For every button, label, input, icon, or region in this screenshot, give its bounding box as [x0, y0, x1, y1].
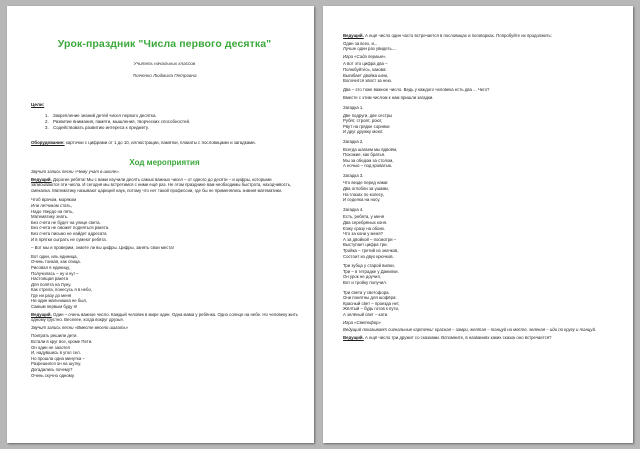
riddle-4: Есть, ребята, у меня Два серебряных коня. Езжу сразу на обоих. Что за кони у меня?: [343, 214, 388, 237]
author-role: Учитель начальных классов: [133, 61, 196, 66]
proverbs: Один за всех, и... Лучше один раз увидеть....: [343, 40, 397, 52]
song-note-2: Звучит запись песни «Вместе весело шагать»: [31, 324, 129, 330]
section-title: Ход мероприятия: [129, 158, 200, 167]
poem-two: А вот это цифра два – Полюбуйтесь, какова: Выгибает двойка шею, Волочится хвост за нею.: [343, 61, 393, 84]
left-body: [31, 169, 298, 378]
author-name: Ткаченко Людмила Петровна: [132, 73, 197, 78]
poem-3: Поиграть решили дети. Встали в круг все, кроме Пети. Он один не захотел И, надувшись в угол сел. Но прошла одна минутка – Разрешился он на шутку. Догадались почему? Очень скучно одному.: [31, 333, 93, 378]
song-note: Звучит запись песни «Чему учат в школе».: [31, 169, 120, 174]
lead-paragraph-4: Ведущий. А ещё число три дружит со сказками. Вспомните, в названиях каких сказок оно встречается?: [343, 334, 552, 340]
goal-item: 1. Закрепление знаний детей чисел первого десятка.: [45, 113, 157, 118]
riddle-label: Загадка 2.: [343, 138, 364, 144]
lead-paragraph-3: Ведущий. А ещё число один часто встречается в пословицах и поговорках. Попробуйте их продолжить:: [343, 33, 552, 38]
goals-list: [45, 113, 190, 132]
riddle-1: Две подруги, две сестры Рубят, строят, роют, Рвут на грядке сорняки И друг дружку моют.: [343, 112, 393, 135]
riddle-label: Загадка 1.: [343, 104, 364, 110]
poem-2: Вот один, иль единица, Очень тонкая, как спица. Рисовал я единицу, Получилась – ну и ну! – Настоящая ракета Для полёта на Луну. Как стрела, понесусь я в небо, Где ни разу до меня Ни один мальчишка не был, Самым первым буду я!: [31, 253, 93, 310]
riddle-3: Что везде перед нами: Два оглобли за ушами, На глазах по колесу, И седелка на носу.: [343, 180, 389, 203]
equipment: [31, 140, 298, 146]
document-page-1: [7, 6, 314, 443]
riddle-label: Загадка 4.: [343, 206, 364, 212]
goal-item: 2. Развитие внимания, памяти, мышления, творческих способностей.: [45, 119, 191, 125]
game-note: Игра «Сада первые».: [343, 53, 387, 59]
lead-paragraph-2: Ведущий. Один – очень важное число. Каждый человек в мире один. Одна мама у ребёнка. Одно солнце на небе. Но человеку жить одному грустно. Веселее, когда вокруг друзья.: [31, 311, 298, 323]
poem-fork: Три зубца у старой вилки, Три – в тетрадке у Данилки. Он урок не доучил, Вот и тройку получил.: [343, 263, 399, 285]
equipment-label: Оборудование:: [31, 140, 65, 145]
poem-three: А за двойкой – посмотри – Выступает цифра три. Тройка – третий из значков, Состоит из двух крючков.: [343, 236, 399, 259]
check-line: – Вот мы и проверим, знаете ли вы цифры. Цифры, занять свои места!: [31, 245, 174, 251]
document-page-2: [323, 6, 633, 443]
goal-item: 3. Содействовать развитию интереса к предмету.: [45, 125, 149, 131]
right-body: [343, 33, 619, 340]
lead-paragraph: Ведущий. Дорогие ребята! Мы с вами изучили десять самых важных чисел – от одного до десяти – и цифры, которыми записываются эти числа. И сегодня мы встретимся с ними ещё раз. Не этом празднике вам необходимы быстрота, находчивость, смекалка. Математику называют царицей наук, потому что нет такой профессии, где бы не применялись знания математики.: [31, 176, 292, 193]
riddles-intro: Вместе с этим числом к нам пришли загадки.: [343, 95, 434, 101]
riddle-label: Загадка 3.: [343, 172, 364, 178]
goals-label: Цели:: [31, 102, 45, 107]
two-question: Два – это тоже важное число. Ведь у каждого человека есть два ... Чего?: [343, 86, 490, 92]
game-note-2: Игра «Светофор»: [343, 319, 381, 325]
lesson-title: Урок-праздник "Числа первого десятка": [57, 38, 272, 50]
poem-1: Чтоб врачом, моряком Или летчиком стать, Надо твердо на пять, Математику знать. Без счета не будет на улице света. Без счета не сможет подняться ракета. Без счета письмо не найдет адресата И в прятки сыграть не сумеют ребята.: [31, 197, 110, 242]
riddle-2: Всегда шагаем мы вдвоём, Похожие, как братья. Мы за обедом за столом, А ночью – под кроватью.: [343, 146, 398, 169]
poem-traffic-light: Три света у светофора. Они понятны для шофёра: Красный свет – проезда нет, Жёлтый – будь готов к пути, А зелёный свет – кати.: [343, 289, 400, 317]
equipment-text: карточки с цифрами от 1 до 10, иллюстрации, памятки, плакаты с пословицами и загадками.: [65, 140, 256, 145]
leader-note: Ведущий показывает сигнальные карточки: красная – замри, желтая – танцуй на месте, зеленая – иди по кругу и танцуй.: [343, 327, 597, 333]
